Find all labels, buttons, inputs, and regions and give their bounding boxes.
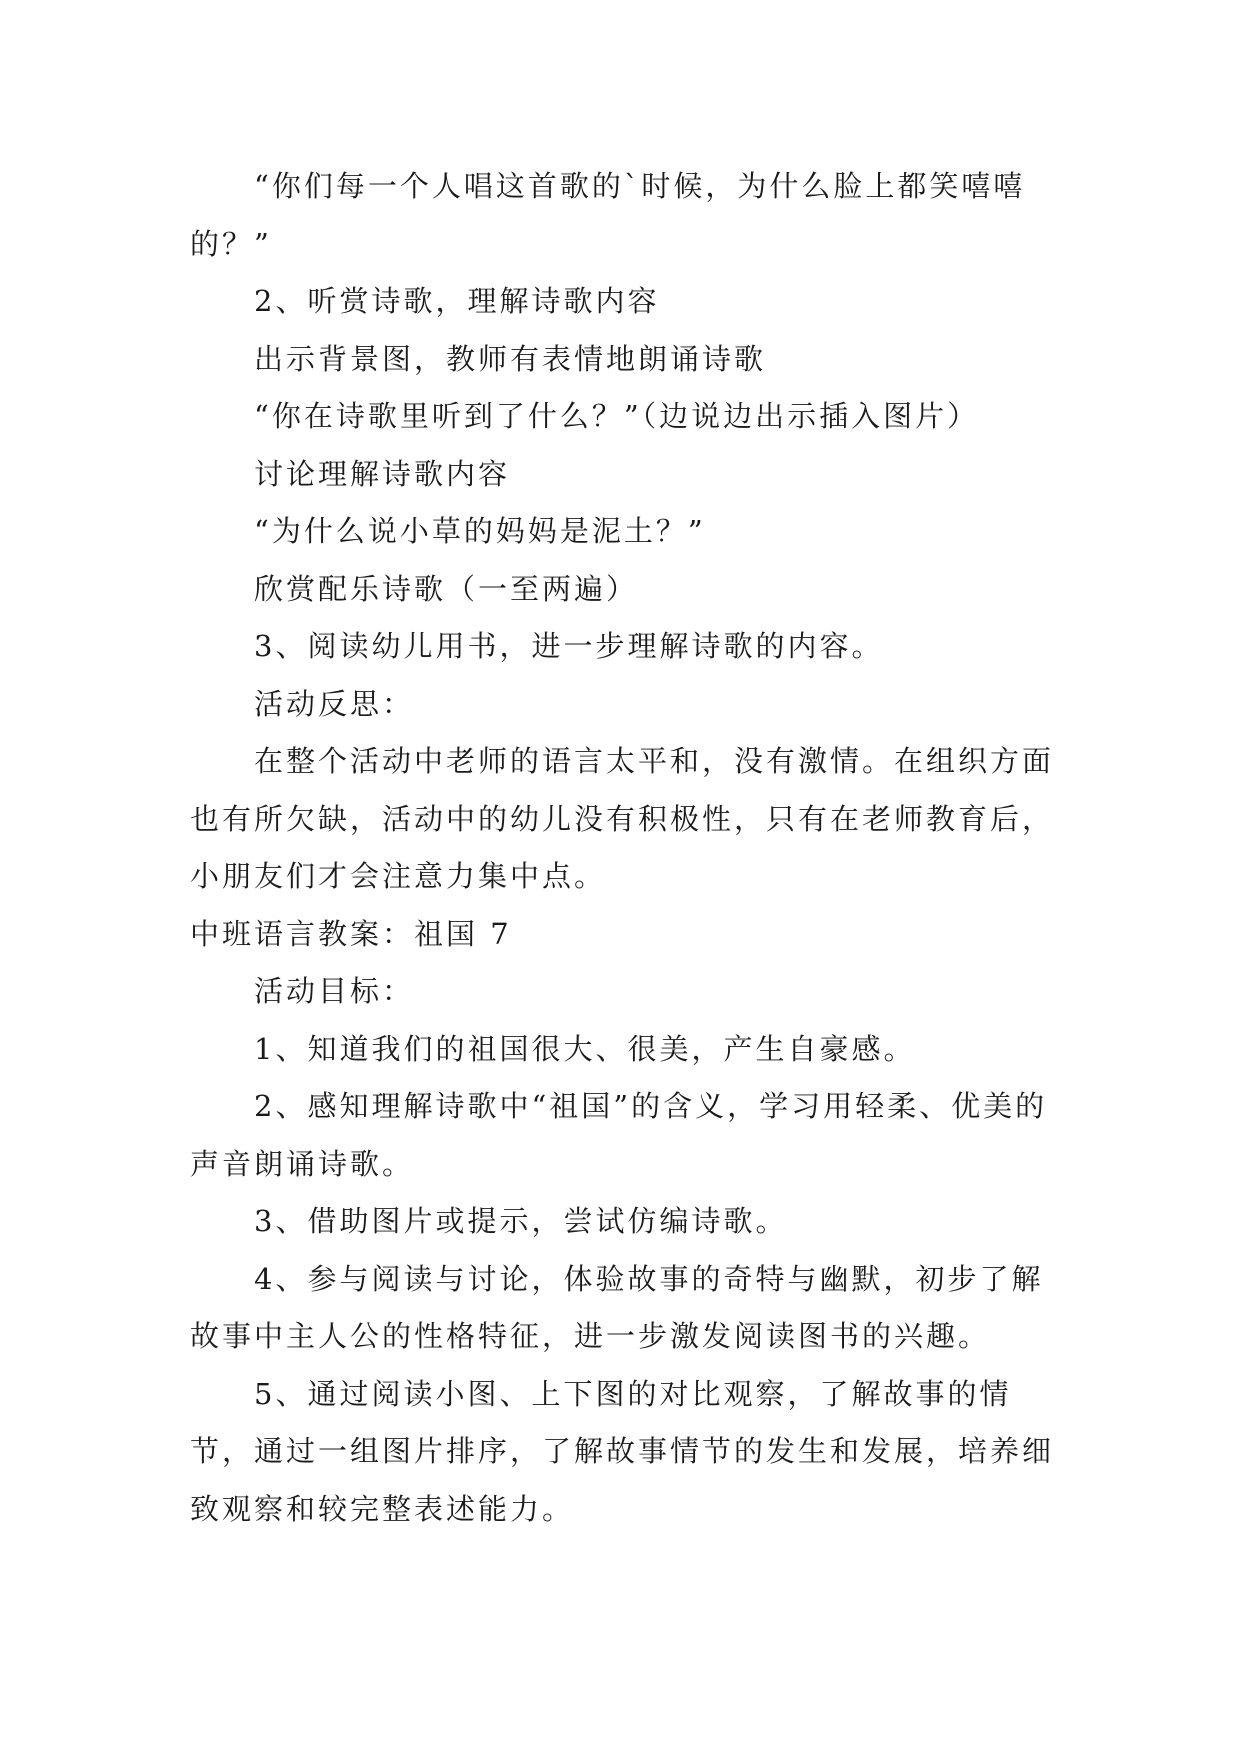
paragraph-discuss: 讨论理解诗歌内容 xyxy=(254,456,511,491)
paragraph-goals-heading: 活动目标： xyxy=(254,974,415,1008)
paragraph-question-grass: “为什么说小草的妈妈是泥土？” xyxy=(254,514,706,548)
paragraph-goal-1: 1、知道我们的祖国很大、很美，产生自豪感。 xyxy=(254,1031,916,1066)
paragraph-reflection-body: 在整个活动中老师的语言太平和，没有激情。在组织方面也有所欠缺，活动中的幼儿没有积极性，只有在老师教育后，小朋友们才会注意力集中点。 xyxy=(190,744,1055,893)
paragraph-step-2: 2、听赏诗歌，理解诗歌内容 xyxy=(254,284,660,318)
paragraph-step-3: 3、阅读幼儿用书，进一步理解诗歌的内容。 xyxy=(254,629,884,663)
paragraph-goal-5: 5、通过阅读小图、上下图的对比观察，了解故事的情节，通过一组图片排序，了解故事情节的发生和发展，培养细致观察和较完整表述能力。 xyxy=(190,1376,1055,1526)
paragraph-goal-4: 4、参与阅读与讨论，体验故事的奇特与幽默，初步了解故事中主人公的性格特征，进一步激发阅读图书的兴趣。 xyxy=(190,1261,1044,1353)
paragraph-question-heard: “你在诗歌里听到了什么？”（边说边出示插入图片） xyxy=(254,399,980,433)
paragraph-goal-2: 2、感知理解诗歌中“祖国”的含义，学习用轻柔、优美的声音朗诵诗歌。 xyxy=(190,1089,1048,1181)
paragraph-reflection-heading: 活动反思： xyxy=(254,686,415,721)
paragraph-show-background: 出示背景图，教师有表情地朗诵诗歌 xyxy=(254,341,767,376)
paragraph-question-smiling: “你们每一个人唱这首歌的`时候，为什么脸上都笑嘻嘻的？” xyxy=(190,169,1026,261)
paragraph-appreciate-music: 欣赏配乐诗歌（一至两遍） xyxy=(254,571,639,606)
section-title: 中班语言教案：祖国 7 xyxy=(190,916,512,951)
paragraph-goal-3: 3、借助图片或提示，尝试仿编诗歌。 xyxy=(254,1204,788,1238)
document-body xyxy=(190,158,1070,1538)
